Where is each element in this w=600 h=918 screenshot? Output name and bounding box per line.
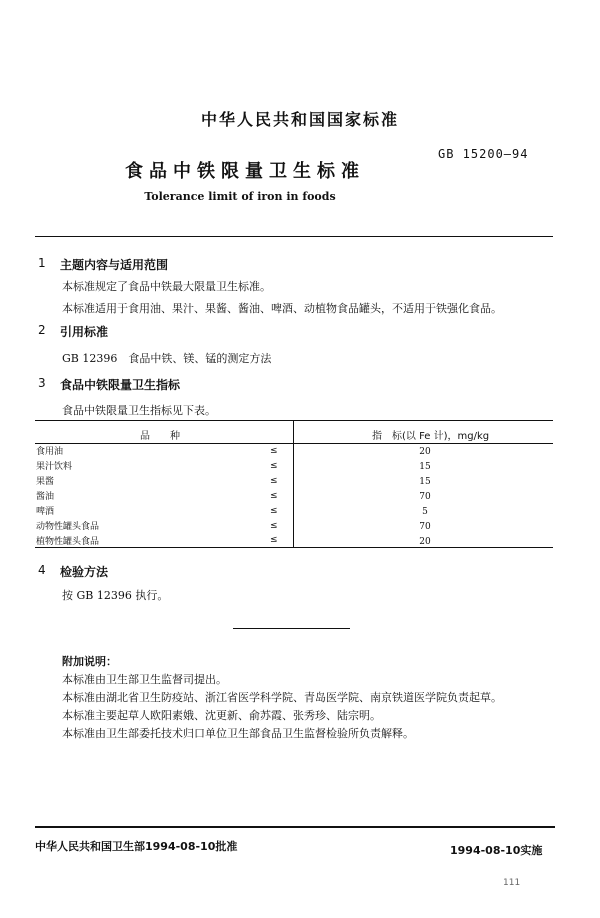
page-number: 111 (503, 878, 521, 888)
document-title-en: Tolerance limit of iron in foods (144, 190, 336, 203)
table-cell-value: 20 (419, 447, 431, 457)
table-cell-product: 植物性罐头食品 (36, 537, 100, 547)
footer-rule (35, 826, 555, 828)
table-cell-operator: ≤ (270, 506, 278, 516)
table-cell-operator: ≤ (270, 521, 278, 531)
table-column-divider (293, 420, 294, 547)
section-1-number: 1 (38, 256, 46, 270)
table-cell-value: 70 (419, 492, 431, 502)
approval-statement: 中华人民共和国卫生部1994-08-10批准 (35, 840, 238, 853)
section-1-title: 主题内容与适用范围 (60, 258, 169, 272)
table-header-product: 品 种 (140, 431, 180, 442)
table-cell-product: 食用油 (36, 447, 64, 457)
table-cell-product: 酱油 (36, 492, 55, 502)
table-cell-operator: ≤ (270, 491, 278, 501)
section-2-title: 引用标准 (60, 325, 109, 339)
table-cell-product: 果酱 (36, 477, 55, 487)
table-cell-operator: ≤ (270, 535, 278, 545)
table-cell-operator: ≤ (270, 476, 278, 486)
table-cell-value: 70 (419, 522, 431, 532)
table-cell-value: 20 (419, 537, 431, 547)
notes-title: 附加说明： (62, 655, 117, 668)
notes-line-4: 本标准由卫生部委托技术归口单位卫生部食品卫生监督检验所负责解释。 (62, 727, 414, 740)
org-title: 中华人民共和国国家标准 (200, 110, 399, 129)
table-cell-value: 5 (422, 507, 428, 517)
table-cell-value: 15 (419, 477, 431, 487)
table-bottom-rule (35, 547, 553, 548)
section-1-paragraph-1: 本标准规定了食品中铁最大限量卫生标准。 (62, 280, 271, 293)
section-3-paragraph-1: 食品中铁限量卫生指标见下表。 (62, 404, 216, 417)
standard-number: GB 15200—94 (438, 147, 529, 161)
section-3-number: 3 (38, 376, 46, 390)
notes-separator (233, 628, 350, 629)
section-2-number: 2 (38, 323, 46, 337)
section-2-paragraph-1: GB 12396 食品中铁、镁、锰的测定方法 (62, 352, 272, 365)
notes-line-3: 本标准主要起草人欧阳素娥、沈更新、俞苏霞、张秀珍、陆宗明。 (62, 709, 381, 722)
document-title-cn: 食品中铁限量卫生标准 (125, 161, 365, 182)
section-1-paragraph-2: 本标准适用于食用油、果汁、果酱、酱油、啤酒、动植物食品罐头，不适用于铁强化食品。 (62, 302, 502, 315)
table-cell-product: 动物性罐头食品 (36, 522, 100, 532)
section-4-paragraph-1: 按 GB 12396 执行。 (62, 589, 169, 602)
table-cell-product: 果汁饮料 (36, 462, 73, 472)
table-cell-operator: ≤ (270, 446, 278, 456)
table-header-rule (35, 443, 553, 444)
section-4-number: 4 (38, 563, 46, 577)
notes-line-1: 本标准由卫生部卫生监督司提出。 (62, 673, 227, 686)
section-4-title: 检验方法 (60, 565, 109, 579)
table-cell-operator: ≤ (270, 461, 278, 471)
implementation-date: 1994-08-10实施 (450, 844, 543, 857)
table-cell-value: 15 (419, 462, 431, 472)
table-header-index: 指 标(以 Fe 计)，mg/kg (372, 431, 490, 442)
notes-line-2: 本标准由湖北省卫生防疫站、浙江省医学科学院、青岛医学院、南京铁道医学院负责起草。 (62, 691, 502, 704)
header-divider (35, 236, 553, 237)
table-top-rule (35, 420, 553, 421)
section-3-title: 食品中铁限量卫生指标 (60, 378, 181, 392)
table-cell-product: 啤酒 (36, 507, 55, 517)
